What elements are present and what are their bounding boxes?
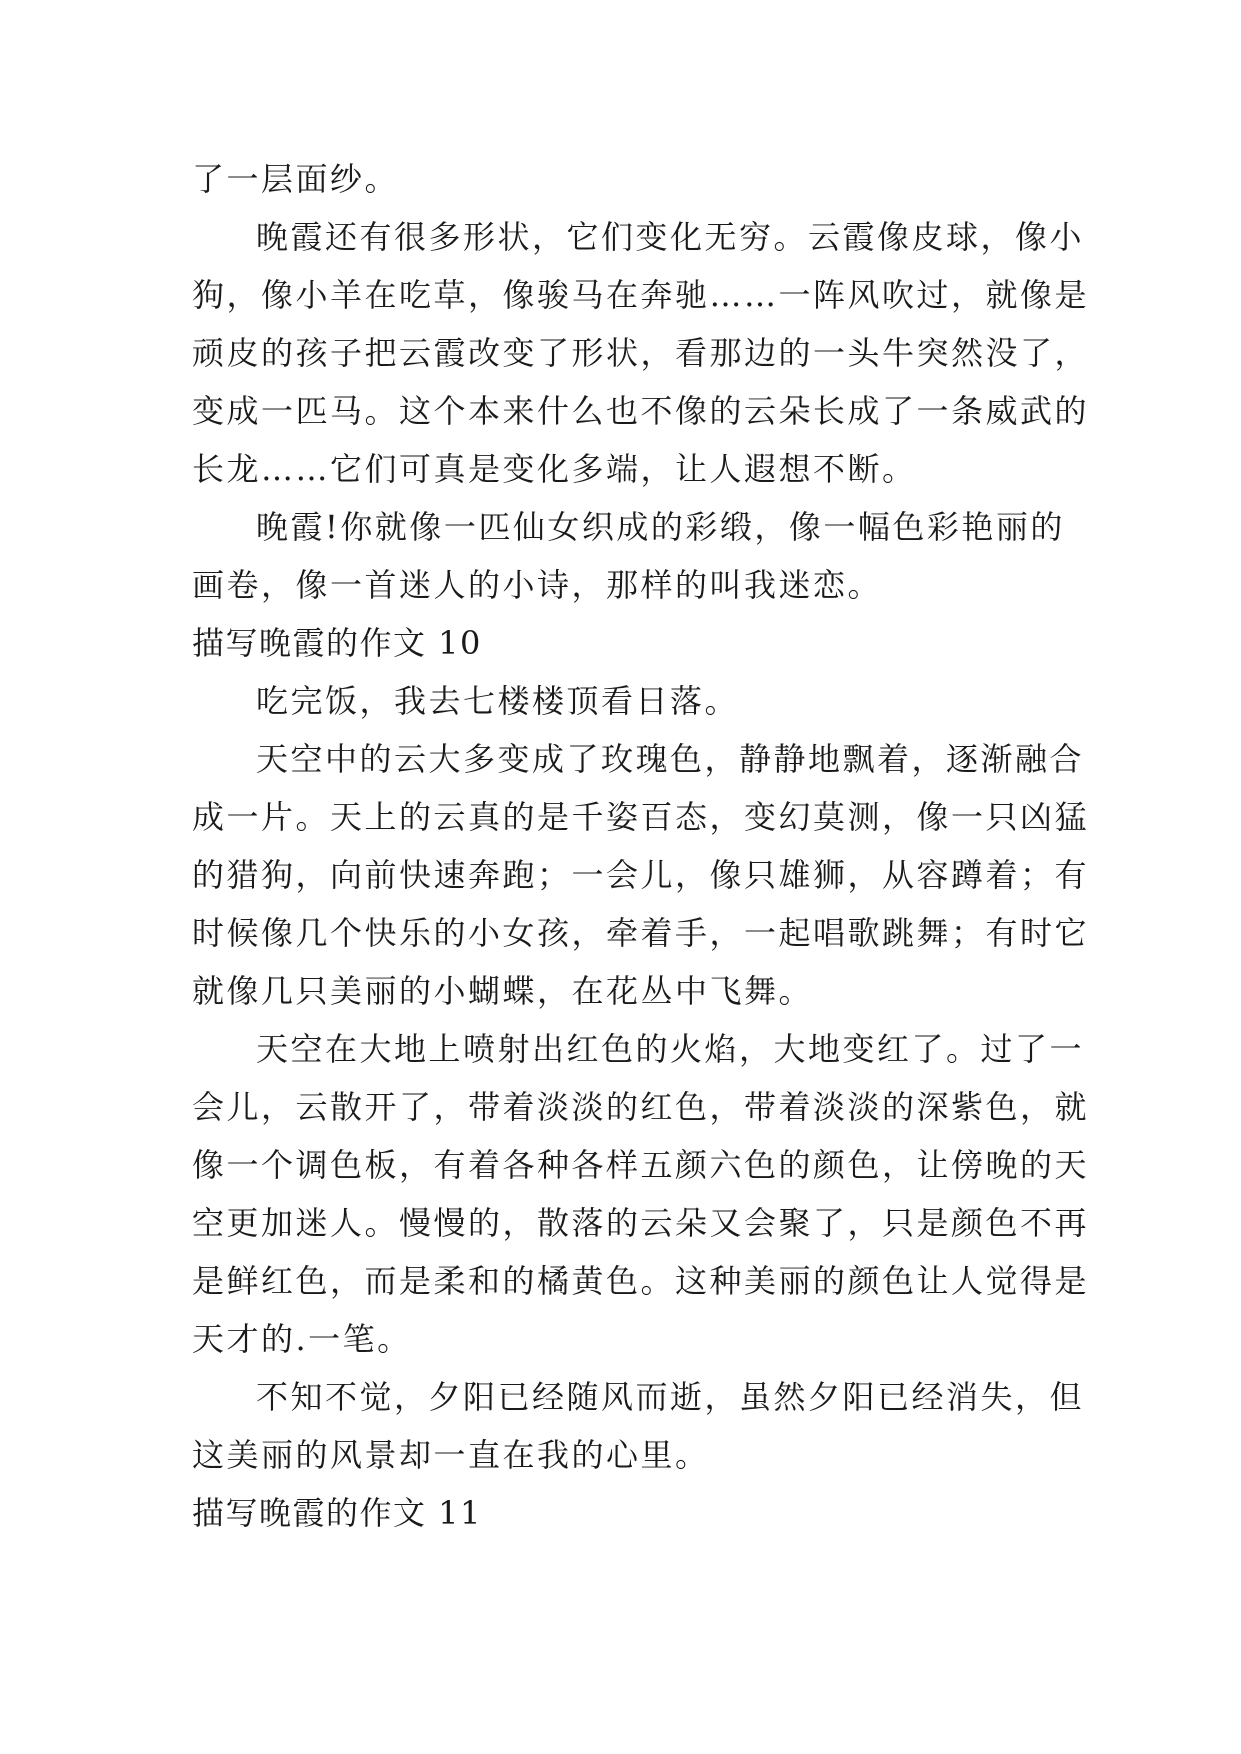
body-line: 狗，像小羊在吃草，像骏马在奔驰……一阵风吹过，就像是	[192, 276, 1090, 314]
body-line: 这美丽的风景却一直在我的心里。	[192, 1436, 710, 1474]
body-line: 画卷，像一首迷人的小诗，那样的叫我迷恋。	[192, 566, 883, 604]
body-line: 了一层面纱。	[192, 160, 400, 198]
paragraph-first-line: 不知不觉，夕阳已经随风而逝，虽然夕阳已经消失，但	[256, 1378, 1085, 1416]
body-line: 顽皮的孩子把云霞改变了形状，看那边的一头牛突然没了，	[192, 334, 1090, 372]
paragraph-first-line: 吃完饭，我去七楼楼顶看日落。	[256, 682, 740, 720]
paragraph-first-line: 天空中的云大多变成了玫瑰色，静静地飘着，逐渐融合	[256, 740, 1085, 778]
document-body	[192, 150, 1090, 1542]
body-line: 的猎狗，向前快速奔跑；一会儿，像只雄狮，从容蹲着；有	[192, 856, 1090, 894]
body-line: 空更加迷人。慢慢的，散落的云朵又会聚了，只是颜色不再	[192, 1204, 1090, 1242]
body-line: 会儿，云散开了，带着淡淡的红色，带着淡淡的深紫色，就	[192, 1088, 1090, 1126]
body-line: 变成一匹马。这个本来什么也不像的云朵长成了一条威武的	[192, 392, 1090, 430]
body-line: 长龙……它们可真是变化多端，让人遐想不断。	[192, 450, 917, 488]
body-line: 像一个调色板，有着各种各样五颜六色的颜色，让傍晚的天	[192, 1146, 1090, 1184]
body-line: 时候像几个快乐的小女孩，牵着手，一起唱歌跳舞；有时它	[192, 914, 1090, 952]
body-line: 成一片。天上的云真的是千姿百态，变幻莫测，像一只凶猛	[192, 798, 1090, 836]
body-line: 就像几只美丽的小蝴蝶，在花丛中飞舞。	[192, 972, 814, 1010]
section-heading: 描写晚霞的作文 10	[192, 624, 482, 662]
body-line: 是鲜红色，而是柔和的橘黄色。这种美丽的颜色让人觉得是	[192, 1262, 1090, 1300]
paragraph-first-line: 晚霞!你就像一匹仙女织成的彩缎，像一幅色彩艳丽的	[256, 508, 1065, 546]
body-line: 天才的.一笔。	[192, 1320, 412, 1358]
paragraph-first-line: 天空在大地上喷射出红色的火焰，大地变红了。过了一	[256, 1030, 1085, 1068]
section-heading: 描写晚霞的作文 11	[192, 1494, 482, 1532]
paragraph-first-line: 晚霞还有很多形状，它们变化无穷。云霞像皮球，像小	[256, 218, 1085, 256]
